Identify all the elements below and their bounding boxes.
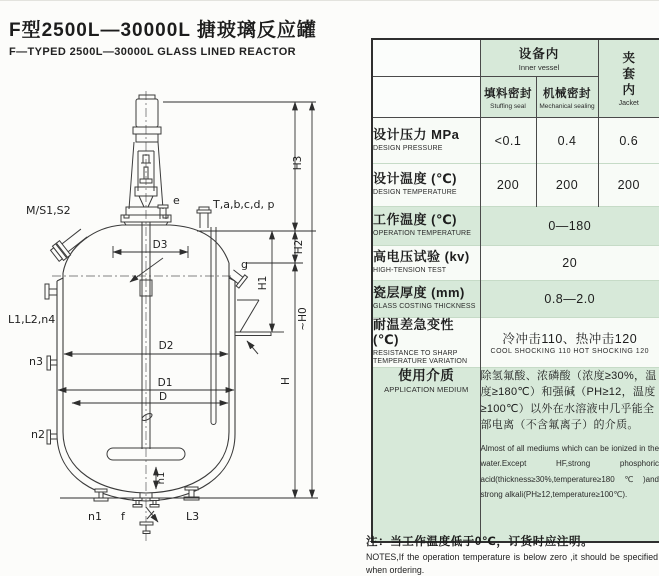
dim-label-d: D [159,391,167,403]
row-label-zh: 使用介质 [373,368,480,384]
medium-text-en: Almost of all mediums which can be ionized in the water.Except HF,strong phosphoric acid(thickness≥30%,temperature≥180℃)and strong alkali(PH≥12,temperature≥100℃). [481,441,659,503]
row-label-zh: 耐温差急变性 (℃) [373,318,480,348]
row-label-zh: 瓷层厚度 (mm) [373,286,480,301]
table-row [372,118,659,164]
dim-label-h3: H3 [292,156,304,171]
mechanical-en: Mechanical sealing [537,103,598,110]
stuffing-zh: 填料密封 [481,85,536,101]
row-label-en: HIGH-TENSION TEST [373,267,480,275]
reactor-diagram [0,1,372,576]
note-en: NOTES,If the operation temperature is below zero ,it should be specified when ordering. [366,551,658,576]
mechanical-zh: 机械密封 [537,85,598,101]
page-title: F型2500L—30000L 搪玻璃反应罐 [9,15,317,42]
dim-label-h1-dim: h1 [156,472,167,485]
table-row [372,281,659,318]
row-label [372,281,480,318]
nozzle-label-top: T,a,b,c,d, p [212,198,274,211]
shock-value-zh: 冷冲击110、热冲击120 [481,329,659,347]
nozzle-label-l3: L3 [186,510,199,523]
dim-label-h2: H2 [293,240,305,255]
nozzle-label-n2: n2 [31,428,45,441]
cell-value: 200 [480,164,536,207]
row-label-en: GLASS COSTING THICKNESS [373,303,480,311]
row-label [372,246,480,281]
cell-value: 200 [598,164,659,207]
nozzle-label-l1-l2-n4: L1,L2,n4 [8,313,55,326]
table-row [372,367,659,542]
spec-table [371,38,659,543]
table-header-row-1 [372,39,659,77]
application-medium-cell [480,367,659,542]
dim-label-h1-height: H1 [257,276,269,291]
shock-value-en: COOL SHOCKING 110 HOT SHOCKING 120 [481,348,659,355]
row-label-zh: 设计压力 MPa [373,128,480,143]
note-zh: 注：当工作温度低于0℃，订货时应注明。 [366,533,658,549]
header-inner-vessel [480,39,598,77]
cell-value-span: 20 [480,246,659,281]
row-label-zh: 工作温度 (℃) [373,213,480,228]
row-label [372,207,480,246]
header-jacket [598,39,659,118]
dim-label-d3: D3 [153,239,168,251]
cell-value-span: 0.8—2.0 [480,281,659,318]
table-row [372,164,659,207]
diagram-labels [8,156,309,523]
cell-value: 0.4 [536,118,598,164]
row-label [372,118,480,164]
dim-label-h: H [280,377,292,385]
row-label-en: APPLICATION MEDIUM [373,385,480,394]
cell-value-span: 0—180 [480,207,659,246]
nozzle-label-g: g [241,258,248,271]
row-label-en: RESISTANCE TO SHARP TEMPERATURE VARIATION [373,350,480,367]
row-label-en: DESIGN TEMPERATURE [373,189,480,197]
table-row [372,207,659,246]
nozzle-label-n3: n3 [29,355,43,368]
header-empty-cell [372,39,480,77]
row-label-en: OPERATION TEMPERATURE [373,230,480,238]
row-label-zh: 设计温度 (℃) [373,172,480,187]
row-label [372,367,480,542]
dimension-lines [58,102,318,498]
table-row [372,318,659,368]
nozzle-label-f: f [121,510,126,523]
row-label-zh: 高电压试验 (kv) [373,250,480,265]
stuffing-en: Stuffing seal [481,103,536,110]
page-subtitle: F—TYPED 2500L—30000L GLASS LINED REACTOR [9,46,317,58]
dim-label-d1: D1 [158,377,173,389]
medium-text-zh: 除氢氟酸、浓磷酸（浓度≥30%，温度≥180℃）和强碱（PH≥12，温度≥100℃）以外在水溶液中几乎能全部电离（不含氟离子）的介质。 [481,368,659,434]
cell-value: 200 [536,164,598,207]
dim-label-d2: D2 [159,340,174,352]
inner-vessel-zh: 设备内 [481,44,598,62]
cell-value: <0.1 [480,118,536,164]
header-empty-cell-2 [372,77,480,118]
nozzle-label-n1: n1 [88,510,102,523]
row-label-en: DESIGN PRESSURE [373,145,480,153]
cell-value: 0.6 [598,118,659,164]
dim-label-h0: ~H0 [297,307,309,330]
header-mechanical-seal [536,77,598,118]
footnotes [366,533,658,576]
nozzle-label-e: e [173,194,180,207]
jacket-zh: 夹套内 [622,50,636,99]
inner-vessel-en: Inner vessel [481,63,598,72]
table-row [372,246,659,281]
row-label [372,164,480,207]
cell-value-span [480,318,659,368]
jacket-en: Jacket [599,100,659,107]
nozzle-label-m-s1-s2: M/S1,S2 [26,204,71,217]
row-label [372,318,480,368]
header-stuffing-seal [480,77,536,118]
